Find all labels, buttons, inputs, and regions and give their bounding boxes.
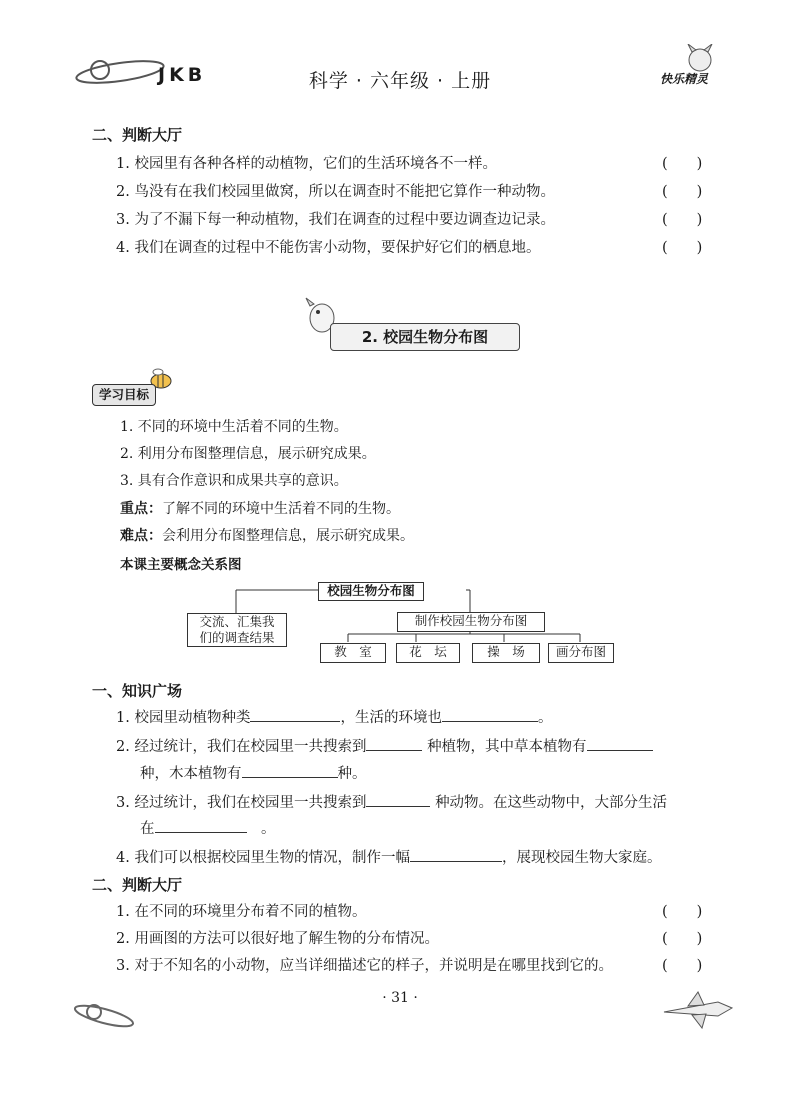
diagram-leaf: 花 坛 — [396, 643, 460, 663]
page-number: · 31 · — [382, 990, 418, 1006]
answer-paren[interactable]: ( ) — [662, 931, 703, 947]
answer-paren[interactable]: ( ) — [662, 240, 703, 256]
judge-item: 4. 我们在调查的过程中不能伤害小动物，要保护好它们的栖息地。 — [116, 240, 541, 256]
question-text: ，生活的环境也 — [340, 710, 442, 726]
header-logo — [660, 44, 730, 96]
question-text: 种植物，其中草本植物有 — [427, 739, 587, 755]
question-text: 1. 校园里动植物种类 — [116, 710, 251, 726]
question-text: 在 — [140, 821, 155, 837]
goal-item: 3. 具有合作意识和成果共享的意识。 — [120, 473, 348, 489]
question-text: 2. 经过统计，我们在校园里一共搜索到 — [116, 739, 367, 755]
fill-question-1 — [116, 706, 552, 727]
key-point-text: 了解不同的环境中生活着不同的生物。 — [162, 501, 400, 517]
header-code: JKB — [158, 64, 207, 86]
difficulty-text: 会利用分布图整理信息，展示研究成果。 — [162, 528, 414, 544]
judge-item: 3. 为了不漏下每一种动植物，我们在调查的过程中要边调查边记录。 — [116, 212, 555, 228]
fill-question-3-cont — [140, 817, 276, 838]
lesson-title: 2. 校园生物分布图 — [330, 323, 520, 351]
page-title: 科学 · 六年级 · 上册 — [308, 70, 492, 92]
answer-paren[interactable]: ( ) — [662, 212, 703, 228]
spaceship-icon — [658, 988, 738, 1032]
key-point — [120, 498, 400, 518]
concept-title: 本课主要概念关系图 — [120, 557, 242, 573]
judge-item: 1. 在不同的环境里分布着不同的植物。 — [116, 904, 367, 920]
diagram-node-line: 们的调查结果 — [199, 630, 275, 645]
answer-blank[interactable] — [250, 707, 340, 722]
goal-item: 2. 利用分布图整理信息，展示研究成果。 — [120, 446, 376, 462]
fill-question-3 — [116, 791, 667, 812]
fill-question-2 — [116, 735, 653, 756]
diagram-root: 校园生物分布图 — [318, 582, 424, 601]
judge-item: 3. 对于不知名的小动物，应当详细描述它的样子，并说明是在哪里找到它的。 — [116, 958, 613, 974]
question-text: 种动物。在这些动物中，大部分生活 — [435, 795, 668, 811]
answer-paren[interactable]: ( ) — [662, 184, 703, 200]
section-heading-knowledge: 一、知识广场 — [92, 682, 183, 700]
question-text: 种，木本植物有 — [140, 766, 242, 782]
answer-paren[interactable]: ( ) — [662, 958, 703, 974]
diagram-node-line: 交流、汇集我 — [199, 614, 275, 629]
answer-blank[interactable] — [587, 736, 653, 751]
goals-tag: 学习目标 — [92, 384, 156, 406]
question-text: 种。 — [337, 766, 367, 782]
answer-blank[interactable] — [155, 818, 247, 833]
judge-item: 1. 校园里有各种各样的动植物，它们的生活环境各不一样。 — [116, 156, 497, 172]
answer-blank[interactable] — [366, 792, 430, 807]
logo-text: 快乐精灵 — [660, 72, 709, 86]
question-text: 。 — [261, 821, 276, 837]
difficulty-label: 难点： — [120, 528, 162, 544]
question-text: 。 — [537, 710, 553, 726]
section-heading-judge-bottom: 二、判断大厅 — [92, 876, 183, 894]
answer-blank[interactable] — [242, 763, 338, 778]
answer-blank[interactable] — [410, 847, 502, 862]
section-heading-judge-top: 二、判断大厅 — [92, 126, 183, 144]
diagram-node-exchange — [187, 613, 287, 647]
difficulty-point — [120, 525, 414, 545]
question-text: ，展现校园生物大家庭。 — [501, 850, 662, 866]
fill-question-2-cont — [140, 762, 367, 783]
answer-paren[interactable]: ( ) — [662, 156, 703, 172]
diagram-leaf: 操 场 — [472, 643, 540, 663]
question-text: 3. 经过统计，我们在校园里一共搜索到 — [116, 795, 367, 811]
fill-question-4 — [116, 846, 661, 867]
answer-paren[interactable]: ( ) — [662, 904, 703, 920]
diagram-leaf: 教 室 — [320, 643, 386, 663]
question-text: 4. 我们可以根据校园里生物的情况，制作一幅 — [116, 850, 410, 866]
key-point-label: 重点： — [120, 501, 162, 517]
diagram-leaf: 画分布图 — [548, 643, 614, 663]
answer-blank[interactable] — [442, 707, 538, 722]
answer-blank[interactable] — [366, 736, 422, 751]
judge-item: 2. 鸟没有在我们校园里做窝，所以在调查时不能把它算作一种动物。 — [116, 184, 555, 200]
goal-item: 1. 不同的环境中生活着不同的生物。 — [120, 419, 348, 435]
judge-item: 2. 用画图的方法可以很好地了解生物的分布情况。 — [116, 931, 439, 947]
diagram-node-make-map: 制作校园生物分布图 — [397, 612, 545, 632]
